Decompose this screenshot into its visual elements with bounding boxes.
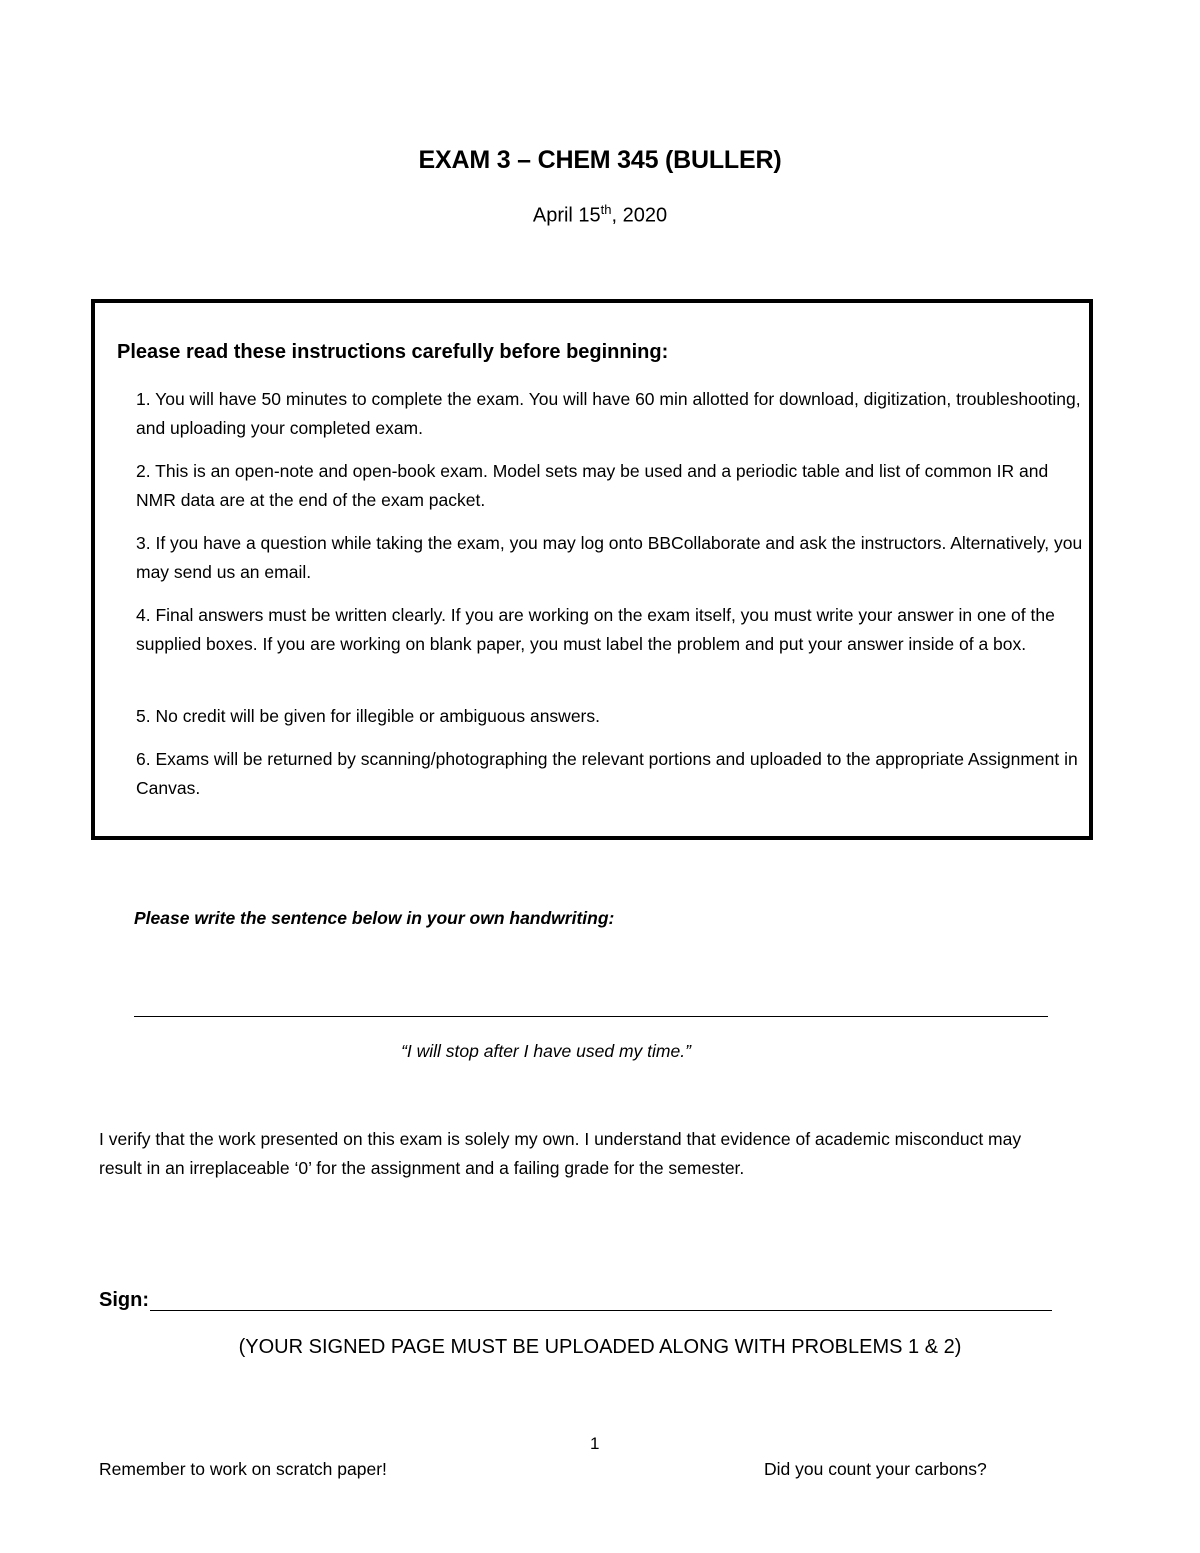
academic-integrity-statement: I verify that the work presented on this exam is solely my own. I understand that evidence of academic misconduct may result in an irreplaceable ‘0’ for the assignment and a failing grade for the semester. — [99, 1129, 1022, 1178]
instruction-text: No credit will be given for illegible or ambiguous answers. — [150, 706, 600, 726]
instruction-text: Final answers must be written clearly. If you are working on the exam itself, you must write your answer in one of the supplied boxes. If you are working on blank paper, you must label the problem and put your answer inside of a box. — [136, 605, 1055, 654]
instruction-text: Exams will be returned by scanning/photographing the relevant portions and uploaded to the appropriate Assignment in Canvas. — [136, 749, 1078, 798]
instruction-number: 2. — [136, 461, 151, 481]
instruction-number: 5. — [136, 706, 151, 726]
instructions-heading: Please read these instructions carefully before beginning: — [117, 341, 669, 363]
instruction-number: 6. — [136, 749, 151, 769]
footer-left-note: Remember to work on scratch paper! — [99, 1459, 387, 1479]
signature-line[interactable] — [150, 1310, 1052, 1311]
instruction-text: If you have a question while taking the exam, you may log onto BBCollaborate and ask the instructors. Alternatively, you may send us an email. — [136, 533, 1083, 582]
handwriting-answer-line[interactable] — [134, 1016, 1048, 1017]
instruction-number: 4. — [136, 605, 151, 625]
handwriting-sentence: “I will stop after I have used my time.” — [401, 1041, 691, 1061]
instruction-number: 1. — [136, 389, 151, 409]
exam-title: EXAM 3 – CHEM 345 (BULLER) — [418, 146, 782, 174]
page-number: 1 — [590, 1434, 600, 1453]
upload-note: (YOUR SIGNED PAGE MUST BE UPLOADED ALONG WITH PROBLEMS 1 & 2) — [238, 1336, 962, 1358]
instruction-item — [136, 601, 1086, 658]
date-main: April 15 — [532, 204, 601, 227]
date-ordinal-suffix: th — [600, 202, 612, 217]
instruction-item — [136, 745, 1086, 802]
instruction-item — [136, 529, 1086, 586]
instruction-text: This is an open-note and open-book exam. Model sets may be used and a periodic table and list of common IR and NMR data are at the end of the exam packet. — [136, 461, 1049, 510]
instruction-item — [136, 457, 1086, 514]
handwriting-prompt: Please write the sentence below in your own handwriting: — [134, 908, 615, 928]
sign-label: Sign: — [99, 1289, 149, 1311]
instruction-text: You will have 50 minutes to complete the exam. You will have 60 min allotted for download, digitization, troubleshooting, and uploading your completed exam. — [136, 389, 1081, 438]
exam-date — [0, 202, 1200, 228]
instruction-item — [136, 385, 1086, 442]
footer-right-note: Did you count your carbons? — [764, 1459, 987, 1479]
instructions-box — [91, 299, 1093, 840]
date-year: , 2020 — [611, 204, 668, 227]
instruction-number: 3. — [136, 533, 151, 553]
instruction-item — [136, 702, 1086, 731]
